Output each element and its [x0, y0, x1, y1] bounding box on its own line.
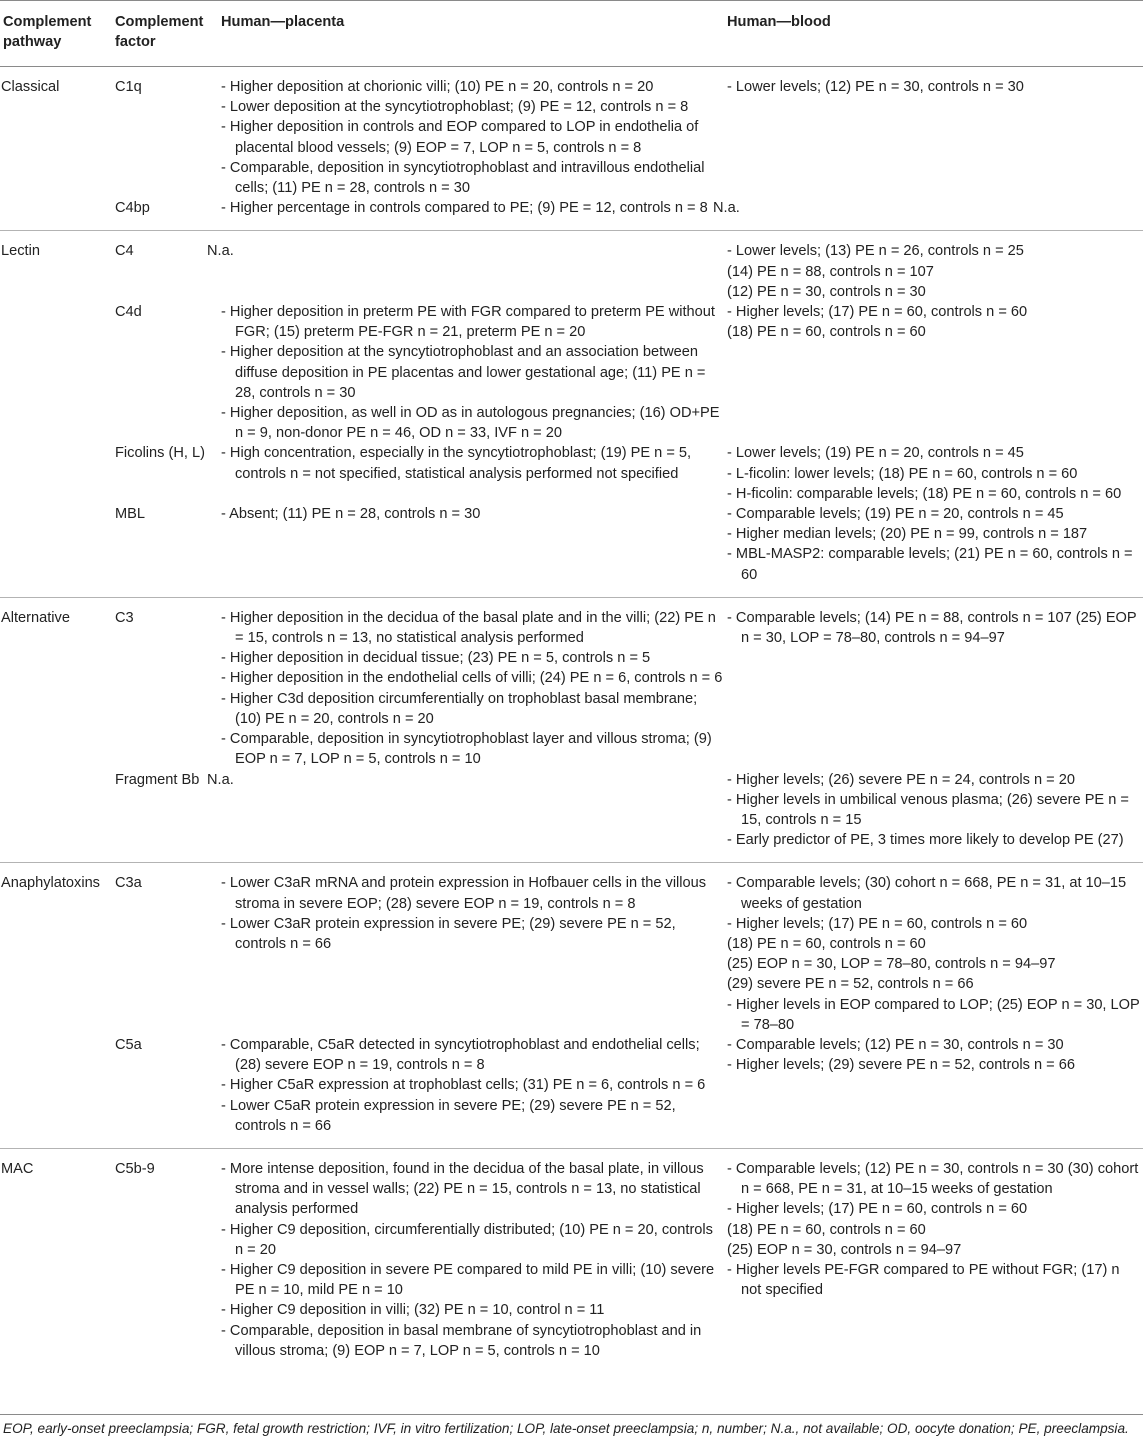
table-row: [0, 198, 1143, 231]
list-item: - Lower C3aR protein expression in severe PE; (29) severe PE n = 52, controls n = 66: [221, 915, 676, 952]
factor-cell: C5a: [115, 1036, 142, 1053]
blood-findings: [727, 770, 1143, 851]
table-row: [0, 770, 1143, 863]
factor-cell: C3: [115, 609, 134, 626]
list-item: - Higher deposition, as well in OD as in autologous pregnancies; (16) OD+PE n = 9, non-donor PE n = 46, OD n = 33, IVF n = 20: [221, 405, 720, 442]
list-item: - Higher levels; (29) severe PE n = 52, controls n = 66: [727, 1057, 1075, 1074]
placenta-findings: [221, 302, 724, 443]
list-item: - Lower C3aR mRNA and protein expression in Hofbauer cells in the villous stroma in severe EOP; (28) severe EOP n = 19, controls n = 8: [221, 875, 707, 912]
list-item: - Lower C5aR protein expression in severe PE; (29) severe PE n = 52, controls n = 66: [221, 1097, 676, 1134]
placenta-findings: [221, 198, 724, 218]
blood-findings: [713, 198, 1143, 218]
placenta-cell: [218, 863, 724, 1035]
list-item: - Higher deposition at the syncytiotrophoblast and an association between diffuse deposition in PE placentas and lower gestational age; (11) PE n = 28, controls n = 30: [221, 344, 706, 401]
placenta-cell: [218, 302, 724, 443]
pathway-cell: Lectin: [1, 243, 40, 260]
placenta-cell: [218, 1035, 724, 1149]
placenta-findings: [221, 504, 724, 524]
list-item: - More intense deposition, found in the decidua of the basal plate, in villous stroma and in vessel walls; (22) PE n = 15, controls n = 13, no statistical analysis performed: [221, 1160, 704, 1218]
list-item: - L-ficolin: lower levels; (18) PE n = 60, controls n = 60: [727, 465, 1078, 482]
list-item: - Comparable levels; (14) PE n = 88, controls n = 107 (25) EOP n = 30, LOP = 78–80, controls n = 94–97: [727, 609, 1137, 647]
table-footnote: EOP, early-onset preeclampsia; FGR, fetal growth restriction; IVF, in vitro fertilization; LOP, late-onset preeclampsia; n, number; N.a., not available; OD, oocyte donation; PE, preeclampsia.: [0, 1414, 1143, 1438]
factor-cell: C4: [115, 243, 134, 260]
blood-cell: [724, 67, 1143, 199]
blood-findings: [727, 77, 1143, 97]
list-item: - Higher C9 deposition in severe PE compared to mild PE in villi; (10) severe PE n = 10, mild PE n = 10: [221, 1261, 715, 1299]
header-placenta: Human—placenta: [221, 14, 345, 30]
list-item: - Lower levels; (13) PE n = 26, controls n = 25: [727, 243, 1024, 260]
list-item: (12) PE n = 30, controls n = 30: [727, 283, 926, 300]
pathway-cell: Anaphylatoxins: [1, 875, 100, 892]
factor-cell: Fragment Bb: [115, 771, 200, 788]
list-item: (25) EOP n = 30, LOP = 78–80, controls n = 94–97: [727, 956, 1056, 973]
placenta-cell: [207, 770, 724, 863]
placenta-cell: [218, 67, 724, 199]
list-item: - Higher deposition in preterm PE with FGR compared to preterm PE without FGR; (15) preterm PE-FGR n = 21, preterm PE n = 20: [221, 304, 715, 341]
placenta-findings: [221, 608, 724, 770]
blood-findings: [727, 873, 1143, 1035]
list-item: - Higher C5aR expression at trophoblast cells; (31) PE n = 6, controls n = 6: [221, 1077, 706, 1094]
blood-cell: [713, 198, 1143, 231]
factor-cell: C4d: [115, 304, 142, 321]
placenta-findings: [207, 770, 724, 790]
list-item: - Absent; (11) PE n = 28, controls n = 30: [221, 506, 481, 523]
header-blood: Human—blood: [727, 14, 831, 30]
blood-cell: [724, 504, 1143, 597]
blood-findings: [727, 241, 1143, 302]
list-item: (18) PE n = 60, controls n = 60: [727, 935, 926, 952]
list-item: - Higher levels in EOP compared to LOP; (25) EOP n = 30, LOP = 78–80: [727, 996, 1140, 1033]
list-item: - Comparable levels; (12) PE n = 30, controls n = 30: [727, 1036, 1064, 1053]
placenta-findings: [207, 241, 724, 261]
blood-cell: [724, 770, 1143, 863]
blood-cell: [724, 597, 1143, 769]
list-item: N.a.: [713, 200, 740, 217]
pathway-cell: [0, 770, 112, 863]
list-item: - H-ficolin: comparable levels; (18) PE n = 60, controls n = 60: [727, 485, 1122, 502]
pathway-cell: [0, 198, 112, 231]
list-item: - Higher levels PE-FGR compared to PE without FGR; (17) n not specified: [727, 1261, 1120, 1299]
list-item: - Comparable, C5aR detected in syncytiotrophoblast and endothelial cells; (28) severe EOP n = 19, controls n = 8: [221, 1036, 700, 1074]
list-item: - Comparable, deposition in basal membrane of syncytiotrophoblast and in villous stroma; (9) EOP n = 7, LOP n = 5, controls n = 10: [221, 1322, 702, 1359]
table-row: [0, 1148, 1143, 1373]
blood-cell: [724, 1035, 1143, 1149]
blood-findings: [727, 608, 1143, 648]
blood-findings: [727, 443, 1143, 504]
factor-cell: C5b-9: [115, 1160, 155, 1177]
list-item: - Lower levels; (12) PE n = 30, controls n = 30: [727, 79, 1024, 95]
header-pathway: Complement pathway: [3, 14, 92, 50]
placenta-findings: [221, 443, 724, 483]
list-item: - Comparable levels; (19) PE n = 20, controls n = 45: [727, 506, 1064, 523]
table-row: [0, 863, 1143, 1035]
list-item: - Comparable, deposition in syncytiotrophoblast layer and villous stroma; (9) EOP n = 7, LOP n = 5, controls n = 10: [221, 731, 712, 768]
blood-cell: [724, 863, 1143, 1035]
pathway-cell: Classical: [1, 79, 60, 95]
factor-cell: MBL: [115, 506, 146, 523]
table-row: [0, 67, 1143, 199]
blood-findings: [727, 302, 1143, 342]
table-row: [0, 1035, 1143, 1149]
blood-cell: [724, 443, 1143, 504]
placenta-cell: [207, 231, 724, 302]
list-item: - Higher deposition in decidual tissue; (23) PE n = 5, controls n = 5: [221, 650, 651, 667]
blood-cell: [724, 1148, 1143, 1373]
pathway-cell: [0, 504, 112, 597]
list-item: - Lower deposition at the syncytiotrophoblast; (9) PE = 12, controls n = 8: [221, 99, 689, 116]
list-item: - Higher deposition in controls and EOP compared to LOP in endothelia of placental blood vessels; (9) EOP = 7, LOP n = 5, controls n = 8: [221, 119, 699, 156]
placenta-cell: [218, 443, 724, 504]
table-header: [0, 1, 1143, 67]
list-item: - Higher C9 deposition, circumferentially distributed; (10) PE n = 20, controls n = 20: [221, 1221, 713, 1258]
list-item: (25) EOP n = 30, controls n = 94–97: [727, 1241, 962, 1258]
list-item: - Higher levels; (17) PE n = 60, controls n = 60: [727, 1201, 1028, 1218]
placenta-findings: [221, 1035, 724, 1136]
list-item: - MBL-MASP2: comparable levels; (21) PE n = 60, controls n = 60: [727, 546, 1133, 583]
pathway-cell: [0, 443, 112, 504]
placenta-cell: [218, 504, 724, 597]
list-item: - Early predictor of PE, 3 times more likely to develop PE (27): [727, 832, 1124, 849]
placenta-findings: [221, 1159, 724, 1361]
list-item: - Higher levels; (26) severe PE n = 24, controls n = 20: [727, 771, 1075, 788]
table-body: [0, 67, 1143, 1373]
table-row: [0, 443, 1143, 504]
list-item: (18) PE n = 60, controls n = 60: [727, 324, 926, 341]
list-item: - High concentration, especially in the syncytiotrophoblast; (19) PE n = 5, controls n = not specified, statistical analysis performed not specified: [221, 445, 692, 482]
list-item: N.a.: [207, 771, 234, 788]
list-item: (14) PE n = 88, controls n = 107: [727, 263, 934, 280]
placenta-findings: [221, 77, 724, 198]
list-item: - Lower levels; (19) PE n = 20, controls n = 45: [727, 445, 1024, 462]
table-row: [0, 504, 1143, 597]
table-row: [0, 302, 1143, 443]
list-item: - Higher percentage in controls compared to PE; (9) PE = 12, controls n = 8: [221, 200, 708, 217]
pathway-cell: [0, 302, 112, 443]
list-item: - Comparable levels; (30) cohort n = 668, PE n = 31, at 10–15 weeks of gestation: [727, 875, 1127, 912]
placenta-cell: [218, 198, 724, 231]
blood-findings: [727, 504, 1143, 585]
table-row: [0, 231, 1143, 302]
placenta-findings: [221, 873, 724, 954]
list-item: - Comparable, deposition in syncytiotrophoblast and intravillous endothelial cells; (11) PE n = 28, controls n = 30: [221, 159, 705, 197]
header-factor: Complement factor: [115, 14, 204, 50]
list-item: - Higher median levels; (20) PE n = 99, controls n = 187: [727, 526, 1088, 543]
list-item: - Higher levels in umbilical venous plasma; (26) severe PE n = 15, controls n = 15: [727, 791, 1129, 828]
list-item: - Higher levels; (17) PE n = 60, controls n = 60: [727, 915, 1028, 932]
list-item: - Higher levels; (17) PE n = 60, controls n = 60: [727, 304, 1028, 321]
list-item: - Comparable levels; (12) PE n = 30, controls n = 30 (30) cohort n = 668, PE n = 31, at 10–15 weeks of gestation: [727, 1160, 1139, 1198]
list-item: (29) severe PE n = 52, controls n = 66: [727, 976, 974, 993]
list-item: N.a.: [207, 243, 234, 260]
factor-cell: C4bp: [115, 200, 150, 217]
factor-cell: Ficolins (H, L): [115, 445, 206, 462]
list-item: - Higher C3d deposition circumferentially on trophoblast basal membrane; (10) PE n = 20, controls n = 20: [221, 690, 698, 727]
factor-cell: C3a: [115, 875, 142, 892]
pathway-cell: [0, 1035, 112, 1149]
pathway-cell: MAC: [1, 1160, 34, 1177]
placenta-cell: [218, 1148, 724, 1373]
list-item: - Higher C9 deposition in villi; (32) PE n = 10, control n = 11: [221, 1302, 605, 1319]
list-item: - Higher deposition at chorionic villi; (10) PE n = 20, controls n = 20: [221, 79, 654, 95]
list-item: - Higher deposition in the decidua of the basal plate and in the villi; (22) PE n = 15, controls n = 13, no statistical analysis performed: [221, 609, 716, 647]
blood-findings: [727, 1035, 1143, 1075]
factor-cell: C1q: [115, 79, 142, 95]
list-item: (18) PE n = 60, controls n = 60: [727, 1221, 926, 1238]
list-item: - Higher deposition in the endothelial cells of villi; (24) PE n = 6, controls n = 6: [221, 670, 723, 687]
pathway-cell: Alternative: [1, 609, 70, 626]
table-row: [0, 597, 1143, 769]
blood-cell: [724, 302, 1143, 443]
blood-findings: [727, 1159, 1143, 1300]
placenta-cell: [218, 597, 724, 769]
blood-cell: [724, 231, 1143, 302]
